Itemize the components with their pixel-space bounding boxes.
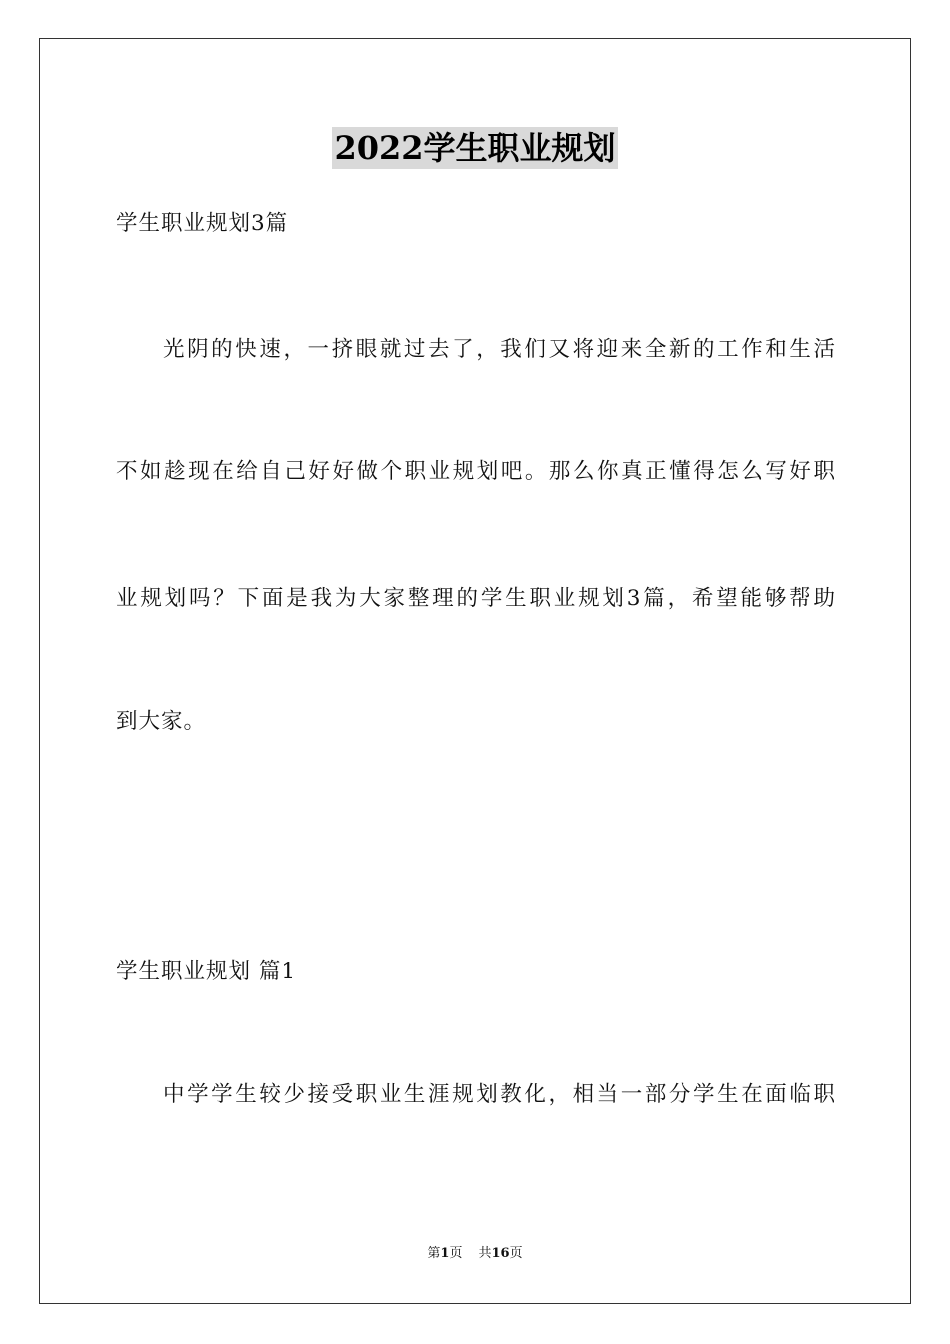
page-footer [0, 1245, 950, 1263]
footer-page-current: 1 [440, 1246, 450, 1261]
footer-page-total: 16 [491, 1246, 510, 1261]
footer-page-prefix: 第 [427, 1246, 441, 1261]
intro-line-1: 光阴的快速，一挤眼就过去了，我们又将迎来全新的工作和生活 [163, 337, 836, 362]
document-title: 2022学生职业规划 [334, 129, 616, 167]
intro-line-4: 到大家。 [116, 709, 207, 734]
intro-line-2: 不如趁现在给自己好好做个职业规划吧。那么你真正懂得怎么写好职 [116, 459, 836, 484]
intro-line-3: 业规划吗？下面是我为大家整理的学生职业规划3篇，希望能够帮助 [116, 586, 836, 611]
title-container [0, 127, 950, 169]
footer-total-unit: 页 [509, 1246, 523, 1261]
section-line-1: 中学学生较少接受职业生涯规划教化，相当一部分学生在面临职 [163, 1082, 836, 1107]
document-subtitle: 学生职业规划3篇 [116, 211, 289, 236]
footer-page-unit: 页 [449, 1246, 463, 1261]
section-heading: 学生职业规划 篇1 [116, 959, 297, 984]
footer-total-prefix: 共 [478, 1246, 492, 1261]
